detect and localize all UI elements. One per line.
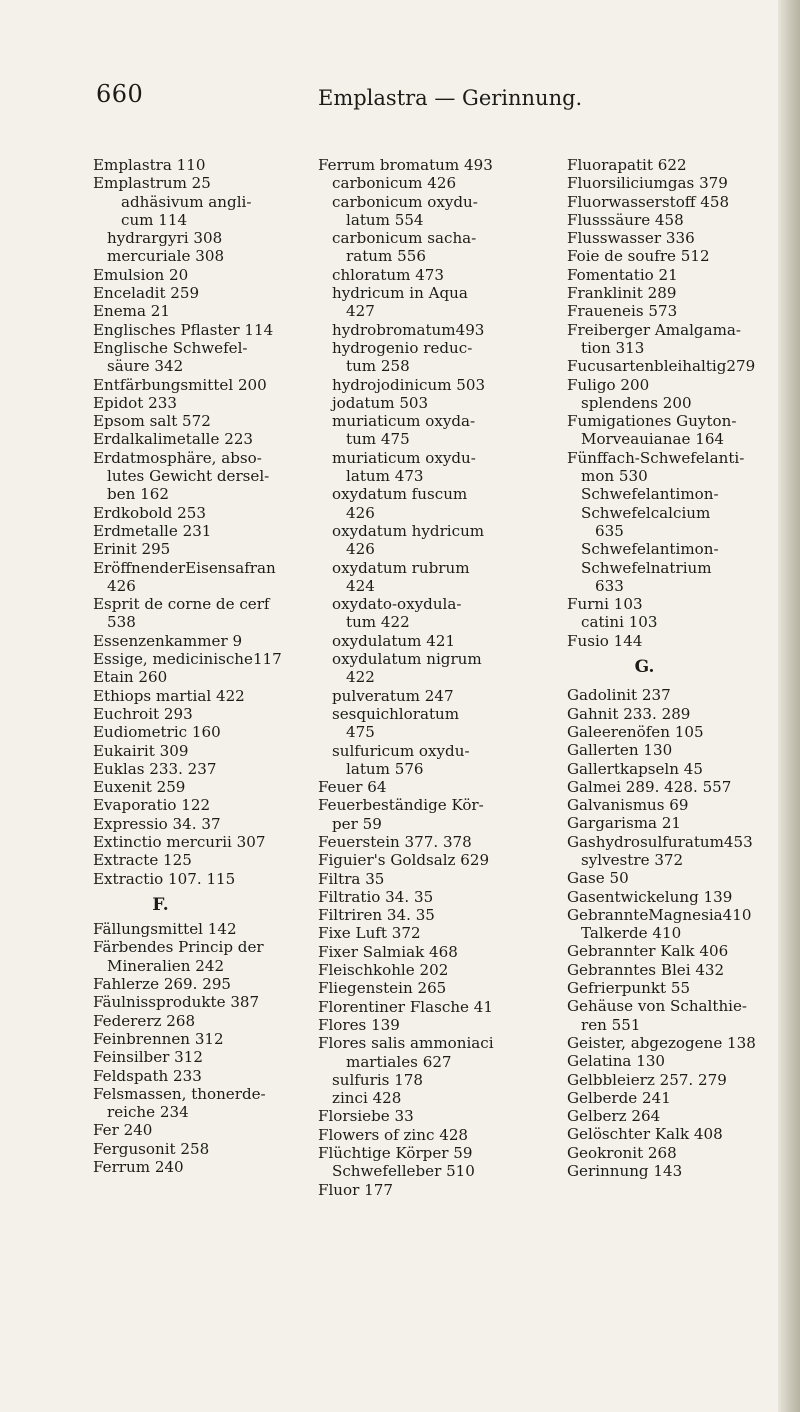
index-entry: Erinit 295 <box>93 540 171 559</box>
index-entry: mon 530 <box>581 467 648 486</box>
index-entry: reiche 234 <box>107 1103 189 1122</box>
index-entry: ratum 556 <box>346 247 426 266</box>
index-entry: Federerz 268 <box>93 1011 196 1030</box>
index-entry: Talkerde 410 <box>581 924 682 943</box>
index-column-3 <box>567 156 782 1180</box>
index-entry: Expressio 34. 37 <box>93 814 221 833</box>
index-entry: Fergusonit 258 <box>93 1139 210 1158</box>
index-entry: carbonicum oxydu- <box>332 192 478 211</box>
index-entry: Euxenit 259 <box>93 778 186 797</box>
index-entry: catini 103 <box>581 613 658 632</box>
index-entry: Etain 260 <box>93 668 168 687</box>
index-entry: Fusio 144 <box>567 631 643 650</box>
index-entry: Schwefelnatrium <box>581 558 712 577</box>
index-entry: pulveratum 247 <box>332 686 454 705</box>
index-entry: Enceladit 259 <box>93 284 200 303</box>
index-entry: Epidot 233 <box>93 393 177 412</box>
index-entry: jodatum 503 <box>332 393 429 412</box>
index-entry: 422 <box>346 668 375 687</box>
index-entry: Figuier's Goldsalz 629 <box>318 851 490 870</box>
index-entry: Gallertkapseln 45 <box>567 759 703 778</box>
index-entry: Eudiometric 160 <box>93 723 221 742</box>
index-entry: Filtratio 34. 35 <box>318 887 434 906</box>
index-entry: Furni 103 <box>567 595 643 614</box>
index-entry: Fluorwasserstoff 458 <box>567 192 730 211</box>
index-entry: cum 114 <box>121 210 188 229</box>
index-entry: Gallerten 130 <box>567 741 673 760</box>
index-entry: Färbendes Princip der <box>93 938 264 957</box>
index-entry: 427 <box>346 302 375 321</box>
index-entry: sesquichloratum <box>332 704 460 723</box>
index-entry: Florsiebe 33 <box>318 1107 414 1126</box>
index-entry: Galmei 289. 428. 557 <box>567 777 732 796</box>
index-entry: Felsmassen, thonerde- <box>93 1084 266 1103</box>
section-letter: G. <box>634 657 655 678</box>
index-entry: Fünffach-Schwefelanti- <box>567 448 745 467</box>
index-entry: Flusswasser 336 <box>567 229 695 248</box>
index-entry: Feuerbeständige Kör- <box>318 796 484 815</box>
index-entry: mercuriale 308 <box>107 247 225 266</box>
index-entry: 424 <box>346 576 375 595</box>
index-entry: Fomentatio 21 <box>567 265 678 284</box>
index-entry: Emplastrum 25 <box>93 174 211 193</box>
index-entry: GebrannteMagnesia410 <box>567 905 752 924</box>
index-entry: sulfuricum oxydu- <box>332 741 470 760</box>
index-entry: Gadolinit 237 <box>567 686 671 705</box>
index-entry: adhäsivum angli- <box>121 192 252 211</box>
index-entry: Entfärbungsmittel 200 <box>93 375 267 394</box>
index-entry: 426 <box>346 540 375 559</box>
index-entry: tum 422 <box>346 613 410 632</box>
index-entry: säure 342 <box>107 357 184 376</box>
page-number: 660 <box>96 80 144 108</box>
index-entry: Gefrierpunkt 55 <box>567 979 691 998</box>
index-entry: Essenzenkammer 9 <box>93 631 243 650</box>
index-entry: per 59 <box>332 814 382 833</box>
index-entry: Flores salis ammoniaci <box>318 1034 494 1053</box>
index-entry: oxydatum fuscum <box>332 485 468 504</box>
index-entry: Filtriren 34. 35 <box>318 906 435 925</box>
index-entry: Gebrannter Kalk 406 <box>567 942 729 961</box>
index-entry: Erdmetalle 231 <box>93 521 212 540</box>
index-entry: zinci 428 <box>332 1089 402 1108</box>
index-entry: Enema 21 <box>93 302 170 321</box>
index-entry: Fucusartenbleihaltig279 <box>567 357 756 376</box>
index-entry: Franklinit 289 <box>567 284 677 303</box>
index-entry: Fluor 177 <box>318 1180 393 1199</box>
index-entry: latum 576 <box>346 759 424 778</box>
index-entry: sylvestre 372 <box>581 850 684 869</box>
index-entry: Fumigationes Guyton- <box>567 412 737 431</box>
index-entry: oxydulatum nigrum <box>332 650 482 669</box>
index-entry: Schwefelantimon- <box>581 485 719 504</box>
index-entry: hydrargyri 308 <box>107 229 223 248</box>
index-entry: Feldspath 233 <box>93 1066 202 1085</box>
index-entry: Extinctio mercurii 307 <box>93 832 266 851</box>
index-entry: Emulsion 20 <box>93 265 189 284</box>
index-entry: Fällungsmittel 142 <box>93 920 237 939</box>
index-entry: latum 473 <box>346 467 424 486</box>
index-entry: Gelöschter Kalk 408 <box>567 1125 723 1144</box>
index-entry: Schwefelcalcium <box>581 503 711 522</box>
index-entry: hydrobromatum493 <box>332 320 485 339</box>
index-entry: Eukairit 309 <box>93 741 189 760</box>
index-entry: Fuligo 200 <box>567 375 650 394</box>
index-entry: latum 554 <box>346 210 424 229</box>
index-entry: carbonicum 426 <box>332 174 457 193</box>
section-letter: F. <box>152 894 169 915</box>
index-entry: Gelbbleierz 257. 279 <box>567 1070 727 1089</box>
index-entry: EröffnenderEisensafran <box>93 558 276 577</box>
index-entry: Gebranntes Blei 432 <box>567 960 725 979</box>
index-entry: Fluorsiliciumgas 379 <box>567 174 728 193</box>
index-entry: Feinsilber 312 <box>93 1048 203 1067</box>
index-entry: hydrogenio reduc- <box>332 338 473 357</box>
index-entry: Erdkobold 253 <box>93 503 206 522</box>
index-entry: Florentiner Flasche 41 <box>318 997 493 1016</box>
index-entry: Extractio 107. 115 <box>93 869 236 888</box>
index-entry: Morveauianae 164 <box>581 430 725 449</box>
index-entry: martiales 627 <box>346 1052 452 1071</box>
index-entry: Ferrum 240 <box>93 1158 184 1177</box>
index-entry: Flores 139 <box>318 1015 400 1034</box>
index-entry: 426 <box>107 576 136 595</box>
index-entry: Fer 240 <box>93 1121 153 1140</box>
index-entry: muriaticum oxyda- <box>332 412 476 431</box>
index-entry: ben 162 <box>107 485 169 504</box>
index-entry: Feuer 64 <box>318 778 387 797</box>
running-title: Emplastra — Gerinnung. <box>318 86 583 110</box>
index-entry: Gelberz 264 <box>567 1107 661 1126</box>
index-entry: oxydatum rubrum <box>332 558 470 577</box>
index-entry: splendens 200 <box>581 393 692 412</box>
index-entry: Geister, abgezogene 138 <box>567 1033 756 1052</box>
index-entry: Freiberger Amalgama- <box>567 320 741 339</box>
index-entry: Englische Schwefel- <box>93 338 248 357</box>
index-entry: tion 313 <box>581 338 645 357</box>
index-entry: Evaporatio 122 <box>93 796 211 815</box>
index-entry: Euklas 233. 237 <box>93 759 217 778</box>
index-entry: Esprit de corne de cerf <box>93 595 270 614</box>
index-entry: chloratum 473 <box>332 265 445 284</box>
index-entry: muriaticum oxydu- <box>332 448 476 467</box>
index-entry: Erdatmosphäre, abso- <box>93 448 262 467</box>
index-entry: lutes Gewicht dersel- <box>107 467 270 486</box>
index-entry: Gerinnung 143 <box>567 1162 683 1181</box>
index-entry: Ferrum bromatum 493 <box>318 156 493 174</box>
index-entry: 475 <box>346 723 375 742</box>
index-entry: Fleischkohle 202 <box>318 961 449 980</box>
index-entry: Fahlerze 269. 295 <box>93 975 232 994</box>
index-entry: Galeerenöfen 105 <box>567 722 704 741</box>
index-entry: 426 <box>346 503 375 522</box>
index-entry: sulfuris 178 <box>332 1070 423 1089</box>
index-entry: Foie de soufre 512 <box>567 247 710 266</box>
index-entry: Fraueneis 573 <box>567 302 678 321</box>
index-entry: Filtra 35 <box>318 869 385 888</box>
index-entry: carbonicum sacha- <box>332 229 477 248</box>
index-entry: Gargarisma 21 <box>567 814 682 833</box>
index-entry: tum 475 <box>346 430 410 449</box>
index-entry: Gasentwickelung 139 <box>567 887 733 906</box>
index-entry: Fixe Luft 372 <box>318 924 421 943</box>
index-entry: Essige, medicinische117 <box>93 650 282 669</box>
index-entry: Epsom salt 572 <box>93 412 211 431</box>
index-entry: hydrojodinicum 503 <box>332 375 486 394</box>
index-entry: oxydulatum 421 <box>332 631 456 650</box>
index-entry: Gelberde 241 <box>567 1088 671 1107</box>
index-entry: Gase 50 <box>567 869 629 888</box>
index-entry: Extracte 125 <box>93 851 192 870</box>
index-column-2 <box>318 156 550 1199</box>
index-entry: Geokronit 268 <box>567 1143 677 1162</box>
index-entry: Galvanismus 69 <box>567 796 689 815</box>
index-entry: Englisches Pflaster 114 <box>93 320 274 339</box>
index-entry: 538 <box>107 613 136 632</box>
index-entry: oxydato-oxydula- <box>332 595 462 614</box>
index-entry: Flowers of zinc 428 <box>318 1125 469 1144</box>
index-entry: tum 258 <box>346 357 410 376</box>
index-column-1 <box>93 156 308 1176</box>
index-entry: Fliegenstein 265 <box>318 979 447 998</box>
index-entry: Euchroit 293 <box>93 704 193 723</box>
index-entry: Flüchtige Körper 59 <box>318 1144 473 1163</box>
index-entry: oxydatum hydricum <box>332 521 485 540</box>
index-entry: Erdalkalimetalle 223 <box>93 430 254 449</box>
index-entry: Gahnit 233. 289 <box>567 704 691 723</box>
index-entry: ren 551 <box>581 1015 641 1034</box>
index-entry: hydricum in Aqua <box>332 284 468 303</box>
index-entry: Fluorapatit 622 <box>567 156 687 174</box>
index-entry: 633 <box>595 576 624 595</box>
index-entry: Flusssäure 458 <box>567 210 684 229</box>
index-entry: Feinbrennen 312 <box>93 1029 224 1048</box>
index-entry: Ethiops martial 422 <box>93 686 245 705</box>
index-entry: 635 <box>595 521 624 540</box>
index-entry: Schwefelleber 510 <box>332 1162 475 1181</box>
index-entry: Gehäuse von Schalthie- <box>567 997 748 1016</box>
index-entry: Mineralien 242 <box>107 956 225 975</box>
index-entry: Gashydrosulfuratum453 <box>567 832 753 851</box>
index-entry: Fäulnissprodukte 387 <box>93 993 260 1012</box>
index-entry: Emplastra 110 <box>93 156 206 174</box>
index-entry: Fixer Salmiak 468 <box>318 942 458 961</box>
index-entry: Schwefelantimon- <box>581 540 719 559</box>
index-entry: Feuerstein 377. 378 <box>318 832 472 851</box>
index-entry: Gelatina 130 <box>567 1052 666 1071</box>
